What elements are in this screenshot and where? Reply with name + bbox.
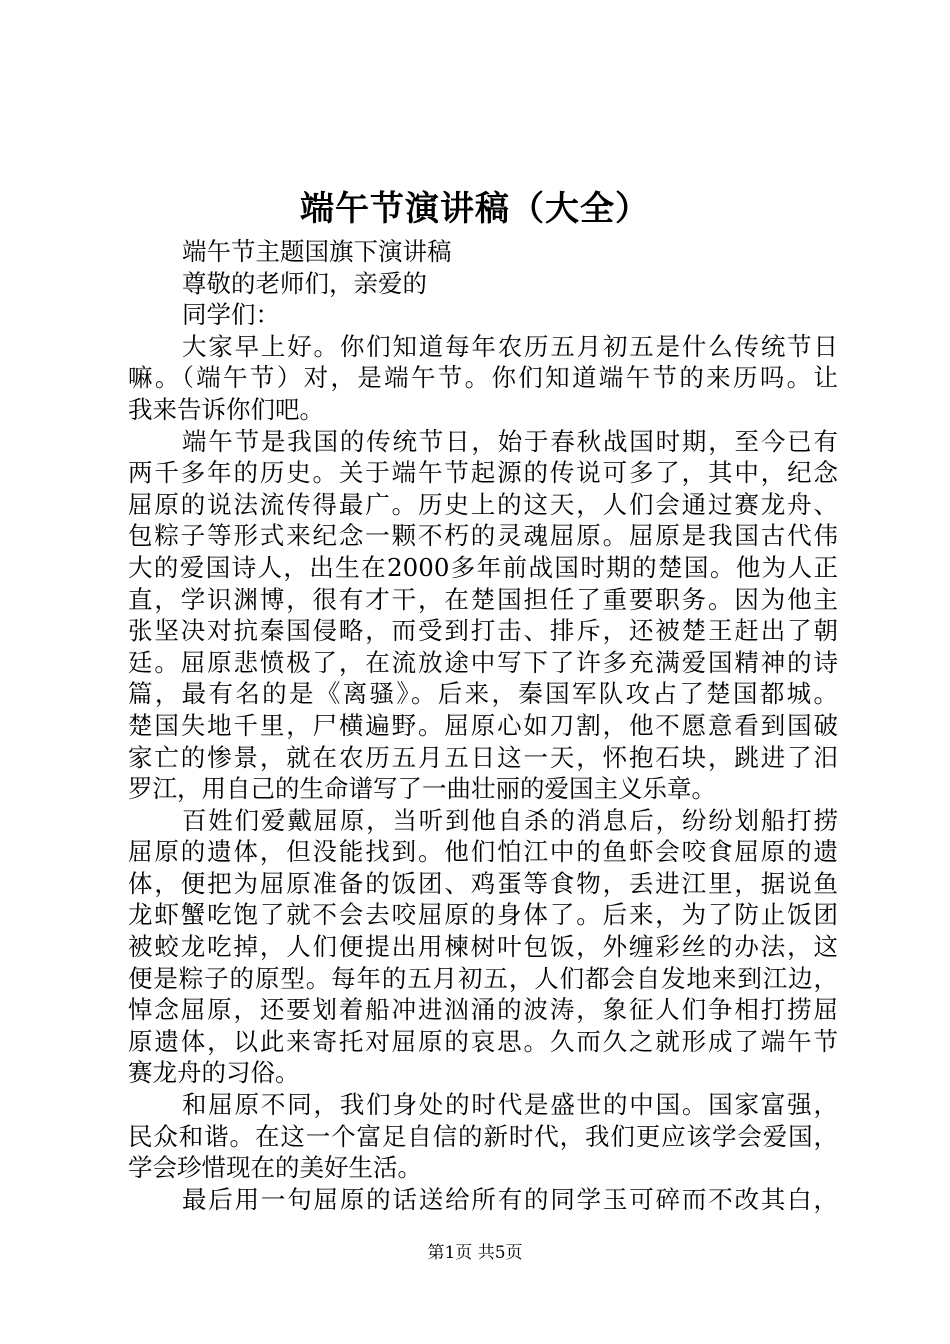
text-line: 原遗体，以此来寄托对屈原的哀思。久而久之就形成了端午节 [128, 1026, 838, 1056]
text-line: 体，便把为屈原准备的饭团、鸡蛋等食物，丢进江里，据说鱼 [128, 868, 838, 898]
text-line: 屈原的遗体，但没能找到。他们怕江中的鱼虾会咬食屈原的遗 [128, 837, 838, 867]
text-line: 张坚决对抗秦国侵略，而受到打击、排斥，还被楚王赶出了朝 [128, 616, 838, 646]
text-line: 家亡的惨景，就在农历五月五日这一天，怀抱石块，跳进了汨 [128, 742, 838, 772]
text-line: 直，学识渊博，很有才干，在楚国担任了重要职务。因为他主 [128, 584, 838, 614]
text-line: 廷。屈原悲愤极了，在流放途中写下了许多充满爱国精神的诗 [128, 647, 838, 677]
text-line: 学会珍惜现在的美好生活。 [128, 1153, 422, 1183]
text-line: 被蛟龙吃掉，人们便提出用楝树叶包饭，外缠彩丝的办法，这 [128, 932, 838, 962]
text-line: 民众和谐。在这一个富足自信的新时代，我们更应该学会爱国， [128, 1121, 838, 1151]
document-body [128, 236, 838, 1215]
text-line: 端午节主题国旗下演讲稿 [182, 237, 452, 266]
text-line: 端午节是我国的传统节日，始于春秋战国时期，至今已有 [182, 426, 838, 456]
text-line: 和屈原不同，我们身处的时代是盛世的中国。国家富强， [182, 1090, 838, 1120]
text-line: 大家早上好。你们知道每年农历五月初五是什么传统节日 [182, 331, 838, 361]
text-line: 大的爱国诗人，出生在2000多年前战国时期的楚国。他为人正 [128, 552, 838, 582]
text-line: 包粽子等形式来纪念一颗不朽的灵魂屈原。屈原是我国古代伟 [128, 521, 838, 551]
text-line: 龙虾蟹吃饱了就不会去咬屈原的身体了。后来，为了防止饭团 [128, 900, 838, 930]
document-title: 端午节演讲稿（大全） [300, 189, 650, 229]
text-line: 两千多年的历史。关于端午节起源的传说可多了，其中，纪念 [128, 458, 838, 488]
text-line: 百姓们爱戴屈原，当听到他自杀的消息后，纷纷划船打捞 [182, 805, 838, 835]
text-line: 便是粽子的原型。每年的五月初五，人们都会自发地来到江边， [128, 963, 838, 993]
text-line: 罗江，用自己的生命谱写了一曲壮丽的爱国主义乐章。 [128, 774, 716, 804]
text-line: 楚国失地千里，尸横遍野。屈原心如刀割，他不愿意看到国破 [128, 710, 838, 740]
text-line: 嘛。（端午节）对，是端午节。你们知道端午节的来历吗。让 [128, 363, 838, 393]
text-line: 篇，最有名的是《离骚》。后来，秦国军队攻占了楚国都城。 [128, 679, 838, 709]
text-line: 同学们： [182, 300, 280, 330]
text-line: 最后用一句屈原的话送给所有的同学玉可碎而不改其白， [182, 1184, 838, 1214]
text-line: 屈原的说法流传得最广。历史上的这天，人们会通过赛龙舟、 [128, 489, 838, 519]
text-line: 尊敬的老师们，亲爱的 [182, 268, 427, 298]
text-line: 赛龙舟的习俗。 [128, 1058, 300, 1088]
page-number-footer: 第1页 共5页 [427, 1243, 523, 1263]
text-line: 我来告诉你们吧。 [128, 394, 324, 424]
text-line: 悼念屈原，还要划着船冲进汹涌的波涛，象征人们争相打捞屈 [128, 995, 838, 1025]
